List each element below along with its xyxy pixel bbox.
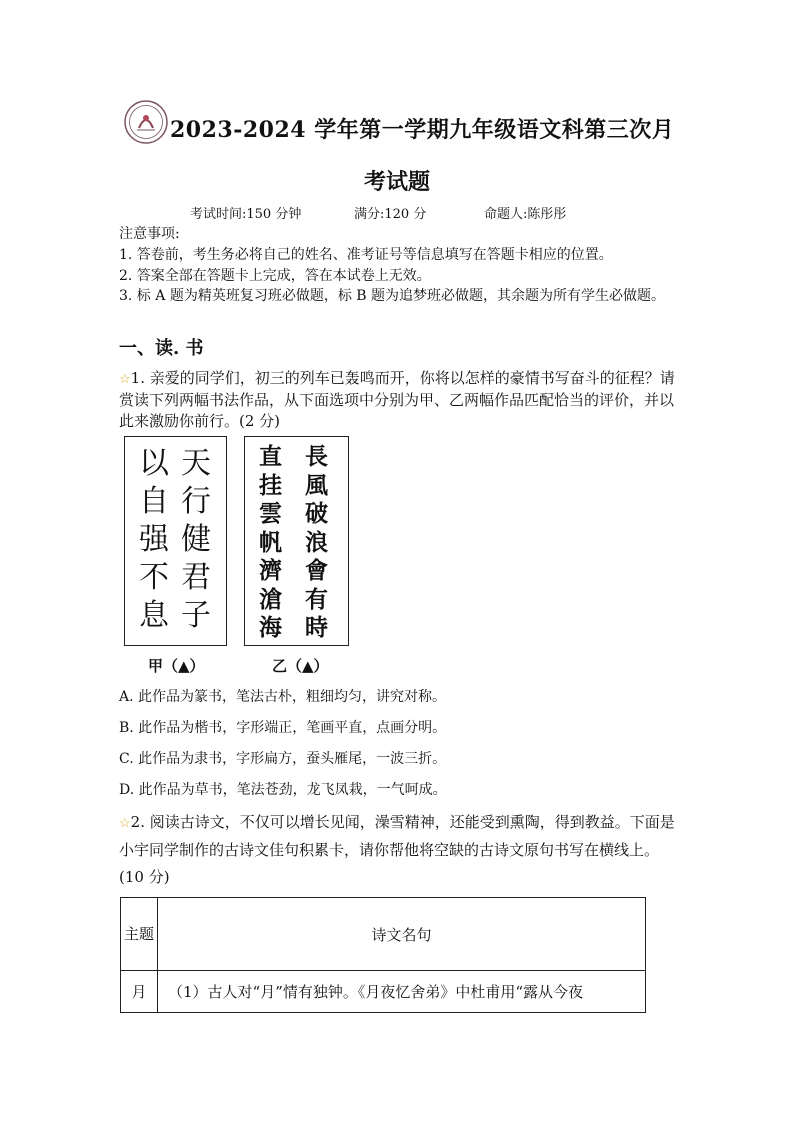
section-title: 一、读. 书 xyxy=(119,338,204,359)
calligraphy-char: 自 xyxy=(139,484,169,519)
table-header-row xyxy=(121,898,646,971)
calligraphy-char: 海 xyxy=(259,615,282,641)
calligraphy-work-b xyxy=(244,436,349,646)
exam-title-line2: 考试题 xyxy=(363,169,430,195)
note-item: 2. 答案全部在答题卡上完成，答在本试卷上无效。 xyxy=(119,268,431,284)
calligraphy-a-left-column xyxy=(139,445,169,635)
calligraphy-char: 行 xyxy=(181,484,211,519)
calligraphy-char: 風 xyxy=(305,472,328,499)
option-a: A. 此作品为篆书，笔法古朴，粗细均匀，讲究对称。 xyxy=(119,689,447,705)
calligraphy-char: 帆 xyxy=(259,529,282,556)
option-d: D. 此作品为草书，笔法苍劲，龙飞凤栽，一气呵成。 xyxy=(119,782,447,798)
calligraphy-char: 挂 xyxy=(259,472,282,499)
calligraphy-char: 雲 xyxy=(259,501,282,527)
calligraphy-b-right-column xyxy=(305,443,328,643)
exam-time: 考试时间:150 分钟 xyxy=(190,207,302,222)
option-c: C. 此作品为隶书，字形扁方，蚕头雁尾，一波三折。 xyxy=(119,751,447,767)
calligraphy-char: 滄 xyxy=(259,586,282,613)
question-1-text: 1. 亲爱的同学们，初三的列车已轰鸣而开，你将以怎样的豪情书写奋斗的征程？请赏读下列两幅书法作品，从下面选项中分别为甲、乙两幅作品匹配恰当的评价，并以此来激励你前行。(2 分) xyxy=(119,369,675,430)
note-item: 3. 标 A 题为精英班复习班必做题，标 B 题为追梦班必做题，其余题为所有学生必做题。 xyxy=(119,288,666,304)
calligraphy-char: 以 xyxy=(139,446,169,481)
question-1 xyxy=(119,368,679,432)
calligraphy-char: 健 xyxy=(181,522,211,557)
calligraphy-char: 天 xyxy=(181,446,211,481)
notes-heading: 注意事项: xyxy=(119,226,180,242)
calligraphy-char: 有 xyxy=(305,586,328,613)
row-theme: 月 xyxy=(121,971,158,1013)
school-seal-logo xyxy=(124,100,168,144)
caption-a: 甲（▲） xyxy=(148,657,205,675)
calligraphy-char: 直 xyxy=(259,444,282,470)
calligraphy-char: 浪 xyxy=(305,529,328,556)
calligraphy-char: 子 xyxy=(181,598,211,633)
calligraphy-char: 息 xyxy=(139,598,169,633)
calligraphy-work-a xyxy=(124,436,227,646)
calligraphy-char: 破 xyxy=(305,501,328,527)
header-theme: 主题 xyxy=(121,898,158,971)
star-icon: ☆ xyxy=(119,816,131,831)
header-content: 诗文名句 xyxy=(158,898,646,971)
table-row xyxy=(121,971,646,1013)
option-b: B. 此作品为楷书，字形端正，笔画平直，点画分明。 xyxy=(119,720,447,736)
calligraphy-char: 濟 xyxy=(259,558,282,584)
exam-title-line1: 2023-2024 学年第一学期九年级语文科第三次月 xyxy=(170,117,675,143)
calligraphy-b-left-column xyxy=(259,443,282,643)
calligraphy-char: 長 xyxy=(305,444,328,470)
note-item: 1. 答卷前，考生务必将自己的姓名、准考证号等信息填写在答题卡相应的位置。 xyxy=(119,247,613,263)
full-score: 满分:120 分 xyxy=(354,207,427,222)
calligraphy-char: 不 xyxy=(139,560,169,595)
author: 命题人:陈彤彤 xyxy=(484,207,567,222)
question-2 xyxy=(119,809,679,891)
caption-b: 乙（▲） xyxy=(272,657,329,675)
row-content: （1）古人对“月”情有独钟。《月夜忆舍弟》中杜甫用“露从今夜 xyxy=(158,971,646,1013)
calligraphy-char: 會 xyxy=(305,558,328,584)
question-2-text: 2. 阅读古诗文，不仅可以增长见闻，澡雪精神，还能受到熏陶，得到教益。下面是小宇同学制作的古诗文佳句积累卡，请你帮他将空缺的古诗文原句书写在横线上。(10 分) xyxy=(119,813,675,886)
calligraphy-a-right-column xyxy=(181,445,211,635)
star-icon: ☆ xyxy=(119,372,131,387)
calligraphy-char: 君 xyxy=(181,560,211,595)
calligraphy-char: 時 xyxy=(305,615,328,641)
calligraphy-char: 强 xyxy=(139,522,169,557)
poem-card-table xyxy=(120,897,646,1013)
